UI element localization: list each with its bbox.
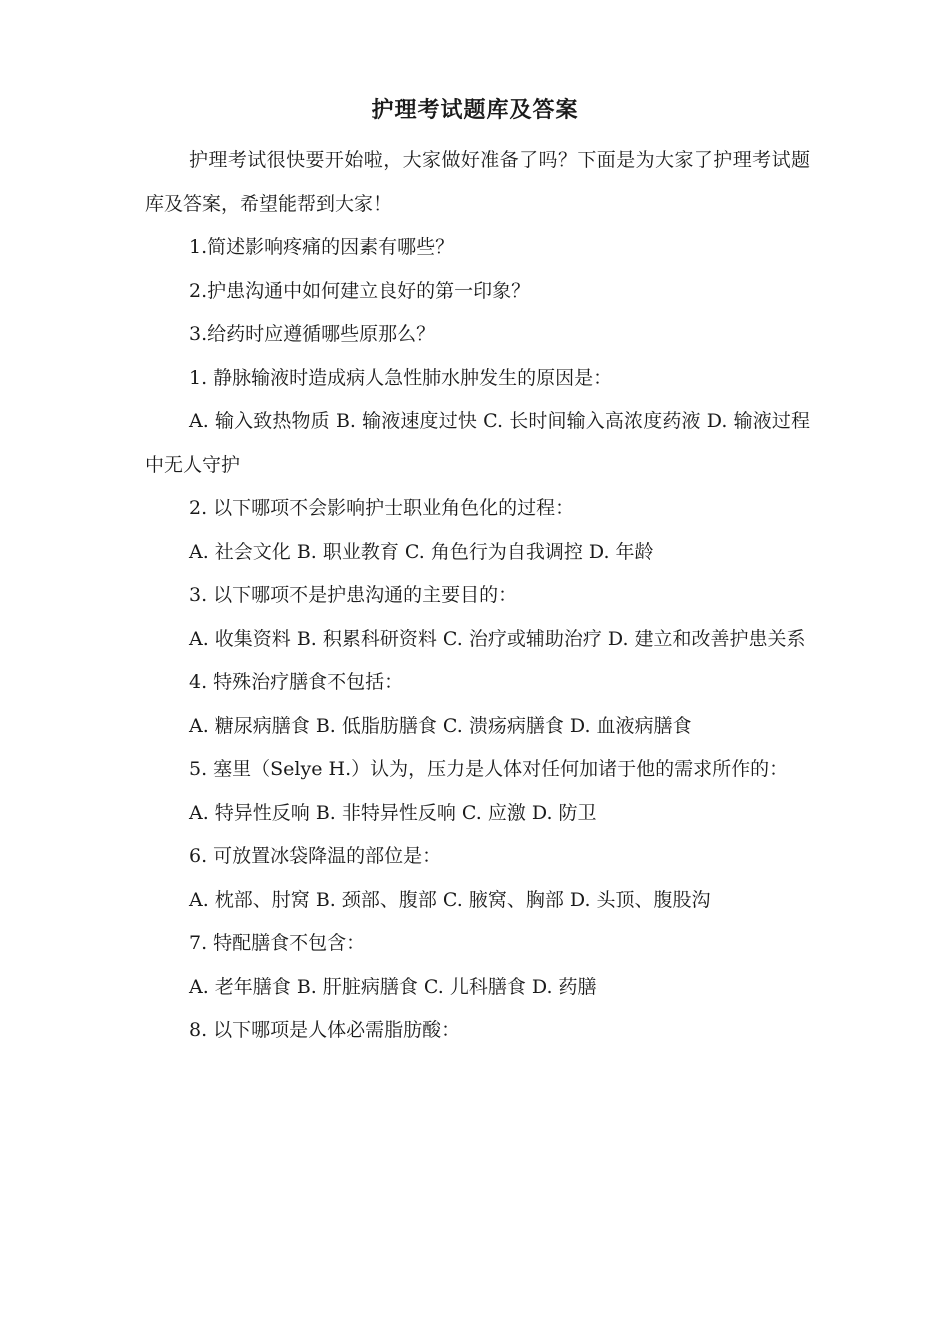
mc-options-6: A. 枕部、肘窝 B. 颈部、腹部 C. 腋窝、胸部 D. 头顶、腹股沟 <box>189 888 711 911</box>
short-question-1: 1.简述影响疼痛的因素有哪些？ <box>189 236 455 258</box>
mc-question-4: 4. 特殊治疗膳食不包括： <box>189 671 404 693</box>
mc-question-8: 8. 以下哪项是人体必需脂肪酸： <box>189 1019 461 1041</box>
short-question-2: 2.护患沟通中如何建立良好的第一印象？ <box>189 279 531 302</box>
mc-options-1: A. 输入致热物质 B. 输液速度过快 C. 长时间输入高浓度药液 D. 输液过程中无人守护 <box>145 410 810 476</box>
mc-question-7: 7. 特配膳食不包含： <box>189 932 366 954</box>
mc-question-3: 3. 以下哪项不是护患沟通的主要目的： <box>189 584 518 606</box>
document-title: 护理考试题库及答案 <box>371 97 579 123</box>
mc-question-6: 6. 可放置冰袋降温的部位是： <box>189 845 442 867</box>
mc-options-5: A. 特异性反响 B. 非特异性反响 C. 应激 D. 防卫 <box>189 801 597 824</box>
mc-options-4: A. 糖尿病膳食 B. 低脂肪膳食 C. 溃疡病膳食 D. 血液病膳食 <box>189 714 692 737</box>
mc-options-3: A. 收集资料 B. 积累科研资料 C. 治疗或辅助治疗 D. 建立和改善护患关系 <box>189 627 806 650</box>
mc-question-1: 1. 静脉输液时造成病人急性肺水肿发生的原因是： <box>189 366 613 389</box>
short-question-3: 3.给药时应遵循哪些原那么？ <box>189 323 436 345</box>
mc-question-5: 5. 塞里（Selye H.）认为，压力是人体对任何加诸于他的需求所作的： <box>189 758 789 780</box>
mc-options-2: A. 社会文化 B. 职业教育 C. 角色行为自我调控 D. 年龄 <box>189 540 654 563</box>
intro-paragraph: 护理考试很快要开始啦，大家做好准备了吗？下面是为大家了护理考试题库及答案，希望能帮到大家！ <box>145 149 810 215</box>
mc-options-7: A. 老年膳食 B. 肝脏病膳食 C. 儿科膳食 D. 药膳 <box>189 975 597 998</box>
document-body <box>145 139 810 1053</box>
mc-question-2: 2. 以下哪项不会影响护士职业角色化的过程： <box>189 497 575 519</box>
